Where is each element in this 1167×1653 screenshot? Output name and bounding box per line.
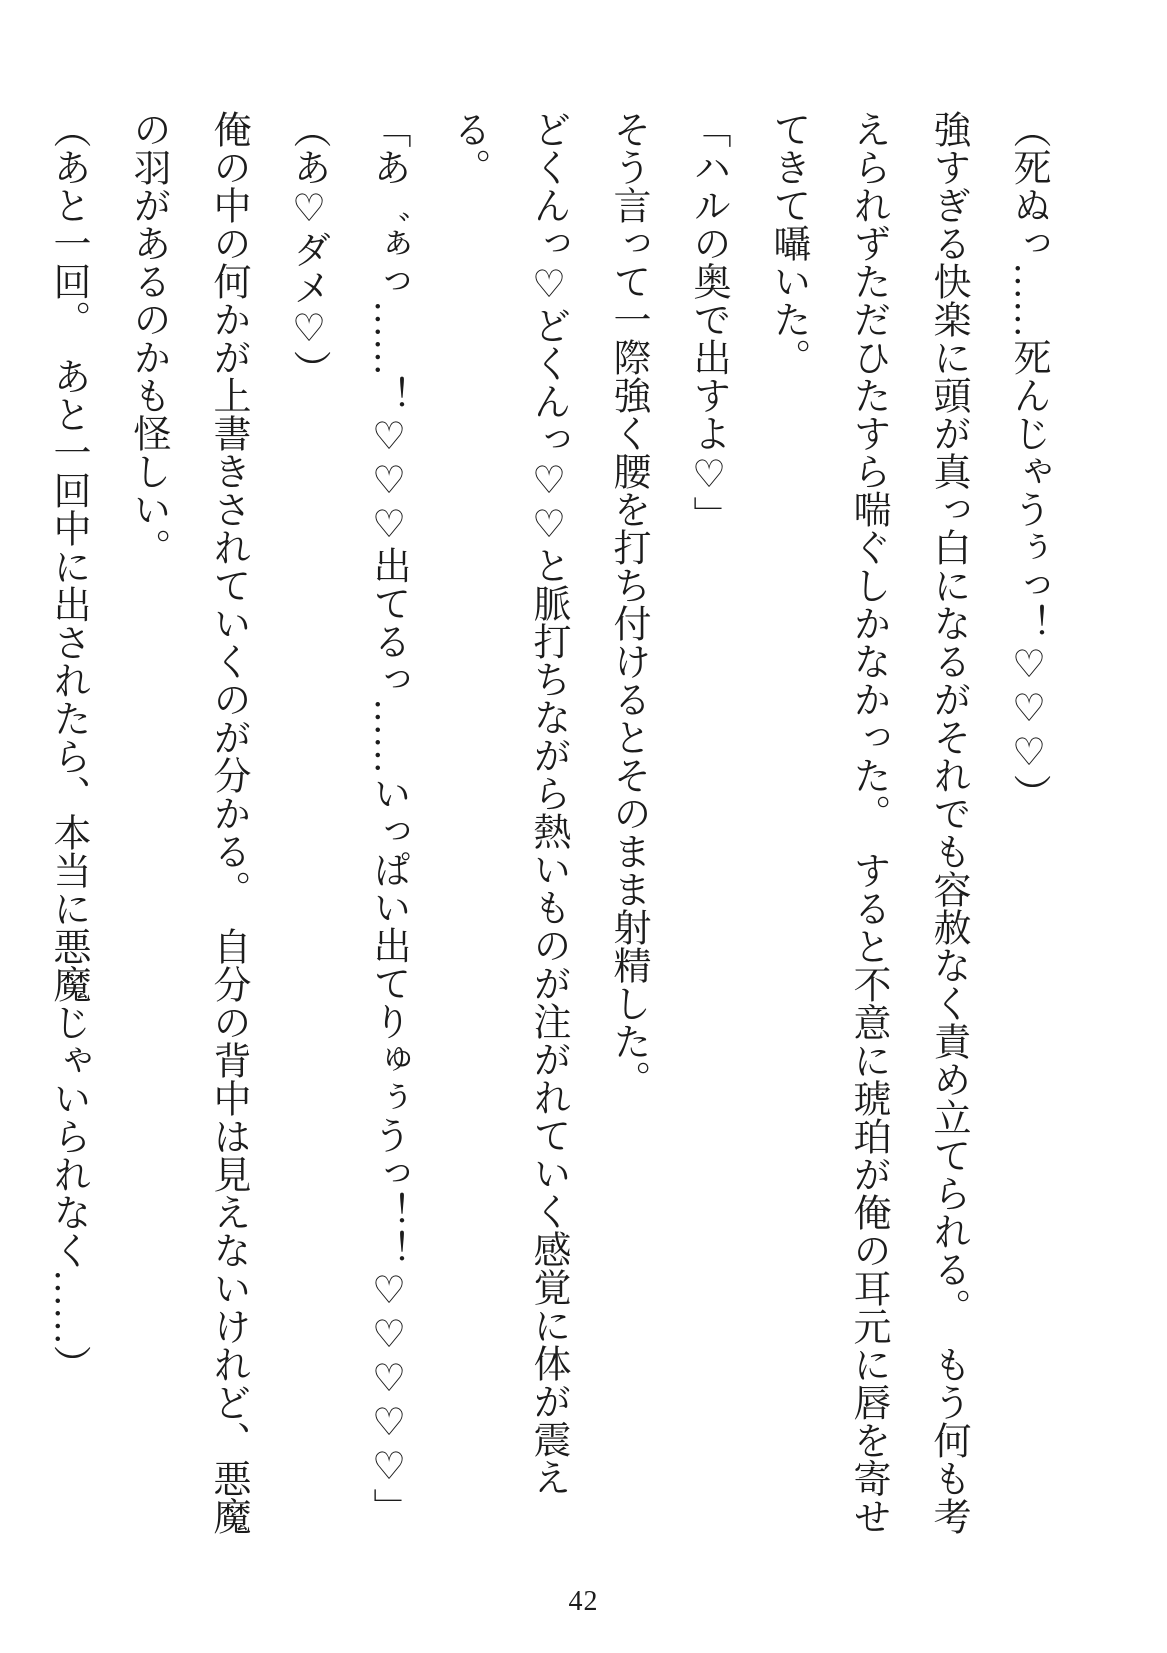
text-line: の羽があるのかも怪しい。 — [127, 110, 169, 566]
text-line: （あ♡ダメ♡） — [287, 110, 329, 388]
page-number: 42 — [568, 1586, 599, 1617]
text-line: 「あ゛ぁっ……！♡♡♡出てるっ……いっぱい出てりゅぅうっ！！♡♡♡♡♡」 — [367, 110, 409, 1526]
text-line: 俺の中の何かが上書きされていくのが分かる。 自分の背中は見えないけれど、悪魔 — [207, 110, 249, 1535]
text-line: てきて囁いた。 — [767, 110, 809, 376]
text-line: そう言って一際強く腰を打ち付けるとそのまま射精した。 — [607, 110, 649, 1098]
vertical-text-body — [47, 110, 1068, 1556]
text-line: 強すぎる快楽に頭が真っ白になるがそれでも容赦なく責め立てられる。 もう何も考 — [927, 110, 969, 1535]
text-line: どくんっ♡どくんっ♡♡と脈打ちながら熱いものが注がれていく感覚に体が震える。 — [447, 110, 569, 1496]
text-line: えられずただひたすら喘ぐしかなかった。 すると不意に琥珀が俺の耳元に唇を寄せ — [847, 110, 889, 1535]
text-line: 「ハルの奥で出すよ♡」 — [687, 110, 729, 534]
text-line: （死ぬっ……死んじゃうぅっ！♡♡♡） — [1007, 110, 1049, 812]
text-line: （あと一回。 あと一回中に出されたら、本当に悪魔じゃいられなく……） — [47, 110, 89, 1383]
